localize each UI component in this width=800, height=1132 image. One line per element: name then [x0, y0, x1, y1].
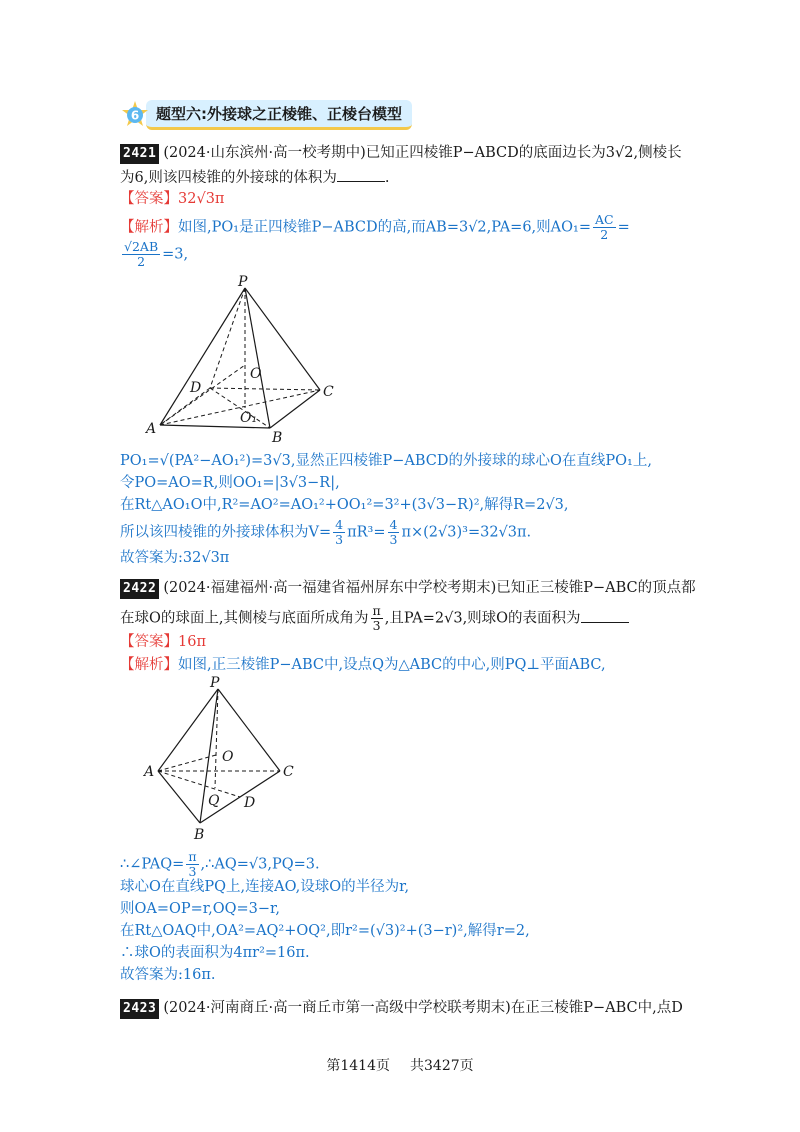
q2422-line1: 2422 (2024·福建福州·高一福建省福州屏东中学校考期末)已知正三棱锥P−ABC的顶点都: [120, 578, 696, 599]
fig1-label-O1: O₁: [240, 410, 258, 426]
fig1-label-B: B: [272, 430, 283, 446]
question-number-2422: 2422: [120, 579, 159, 599]
page-footer: [0, 1055, 800, 1075]
q2422-line2: 在球O的球面上,其侧棱与底面所成角为 $\frac{\pi}{3}$ ,且PA=2√3,则球O的表面积为: [120, 604, 629, 633]
fig1-label-C: C: [323, 384, 334, 400]
q2422-sol3: 则OA=OP=r,OQ=3−r,: [120, 901, 280, 917]
q2421-sol4: 所以该四棱锥的外接球体积为V= $\frac{4}{3}$ πR³= $\frac{4}{3}$ π×(2√3)³=32√3π.: [120, 517, 532, 547]
section-title: 题型六:外接球之正棱锥、正棱台模型: [146, 100, 412, 130]
fig1-label-A: A: [146, 421, 157, 437]
fig2-label-D: D: [244, 795, 256, 811]
section-badge-number: 6: [130, 108, 140, 123]
q2421-sol3: 在Rt△AO₁O中,R²=AO²=AO₁²+OO₁²=3²+(3√3−R)²,解得R=2√3,: [120, 497, 569, 513]
q2422-final: 故答案为:16π.: [120, 967, 216, 983]
fig2-label-B: B: [194, 827, 205, 843]
fraction: $\frac{AC}{2}$: [594, 212, 614, 242]
q2422-sol4: 在Rt△OAQ中,OA²=AQ²+OQ²,即r²=(√3)²+(3−r)²,解得r=2,: [120, 923, 530, 939]
q2421-analysis-cont: $\frac{√2AB}{2}$ =3,: [124, 239, 189, 269]
fig2-label-A: A: [144, 764, 155, 780]
section-header: [120, 100, 412, 130]
q2422-sol5: ∴球O的表面积为4πr²=16π.: [120, 945, 310, 961]
question-number-2421: 2421: [120, 144, 159, 164]
fig2-label-Q: Q: [208, 793, 220, 809]
fig2-label-P: P: [210, 675, 220, 691]
q2421-analysis: 【解析】如图,PO₁是正四棱锥P−ABCD的高,而AB=3√2,PA=6,则AO₁= $\frac{AC}{2}$ =: [120, 212, 630, 242]
q2422-sol2: 球心O在直线PQ上,连接AO,设球O的半径为r,: [120, 879, 410, 895]
answer-blank: [337, 167, 385, 182]
star-badge-icon: [120, 100, 150, 130]
fraction: $\frac{4}{3}$: [335, 517, 344, 547]
square-pyramid-figure: [140, 270, 340, 450]
fraction: $\frac{4}{3}$: [389, 517, 398, 547]
question-number-2423: 2423: [120, 999, 159, 1019]
fraction: $\frac{\pi}{3}$: [188, 849, 197, 879]
fig2-label-O: O: [222, 749, 234, 765]
q2421-sol2: 令PO=AO=R,则OO₁=|3√3−R|,: [120, 475, 340, 491]
fraction: $\frac{\pi}{3}$: [372, 603, 381, 633]
fig1-label-P: P: [238, 274, 248, 290]
q2421-sol1: PO₁=√(PA²−AO₁²)=3√3,显然正四棱锥P−ABCD的外接球的球心O在直线PO₁上,: [120, 453, 652, 469]
page-total: 共3427页: [410, 1058, 474, 1074]
q2421-line1: 2421 (2024·山东滨州·高一校考期中)已知正四棱锥P−ABCD的底面边长为3√2,侧棱长: [120, 143, 682, 164]
q2421-line2: 为6,则该四棱锥的外接球的体积为 .: [120, 167, 389, 188]
triangular-pyramid-figure: [140, 675, 310, 845]
fig1-label-D: D: [190, 380, 202, 396]
page-number: 第1414页: [326, 1058, 390, 1074]
q2422-sol1: ∴∠PAQ= $\frac{\pi}{3}$ ,∴AQ=√3,PQ=3.: [120, 849, 320, 879]
answer-blank: [581, 608, 629, 623]
fig1-label-O: O: [250, 366, 262, 382]
fraction: $\frac{√2AB}{2}$: [124, 239, 159, 269]
q2422-answer: 【答案】16π: [120, 634, 206, 650]
q2422-analysis: 【解析】如图,正三棱锥P−ABC中,设点Q为△ABC的中心,则PQ⊥平面ABC,: [120, 657, 606, 673]
q2423-line1: 2423 (2024·河南商丘·高一商丘市第一高级中学校联考期末)在正三棱锥P−ABC中,点D: [120, 998, 683, 1019]
q2421-final: 故答案为:32√3π: [120, 550, 230, 566]
q2421-answer: 【答案】32√3π: [120, 191, 225, 207]
fig2-label-C: C: [283, 764, 294, 780]
